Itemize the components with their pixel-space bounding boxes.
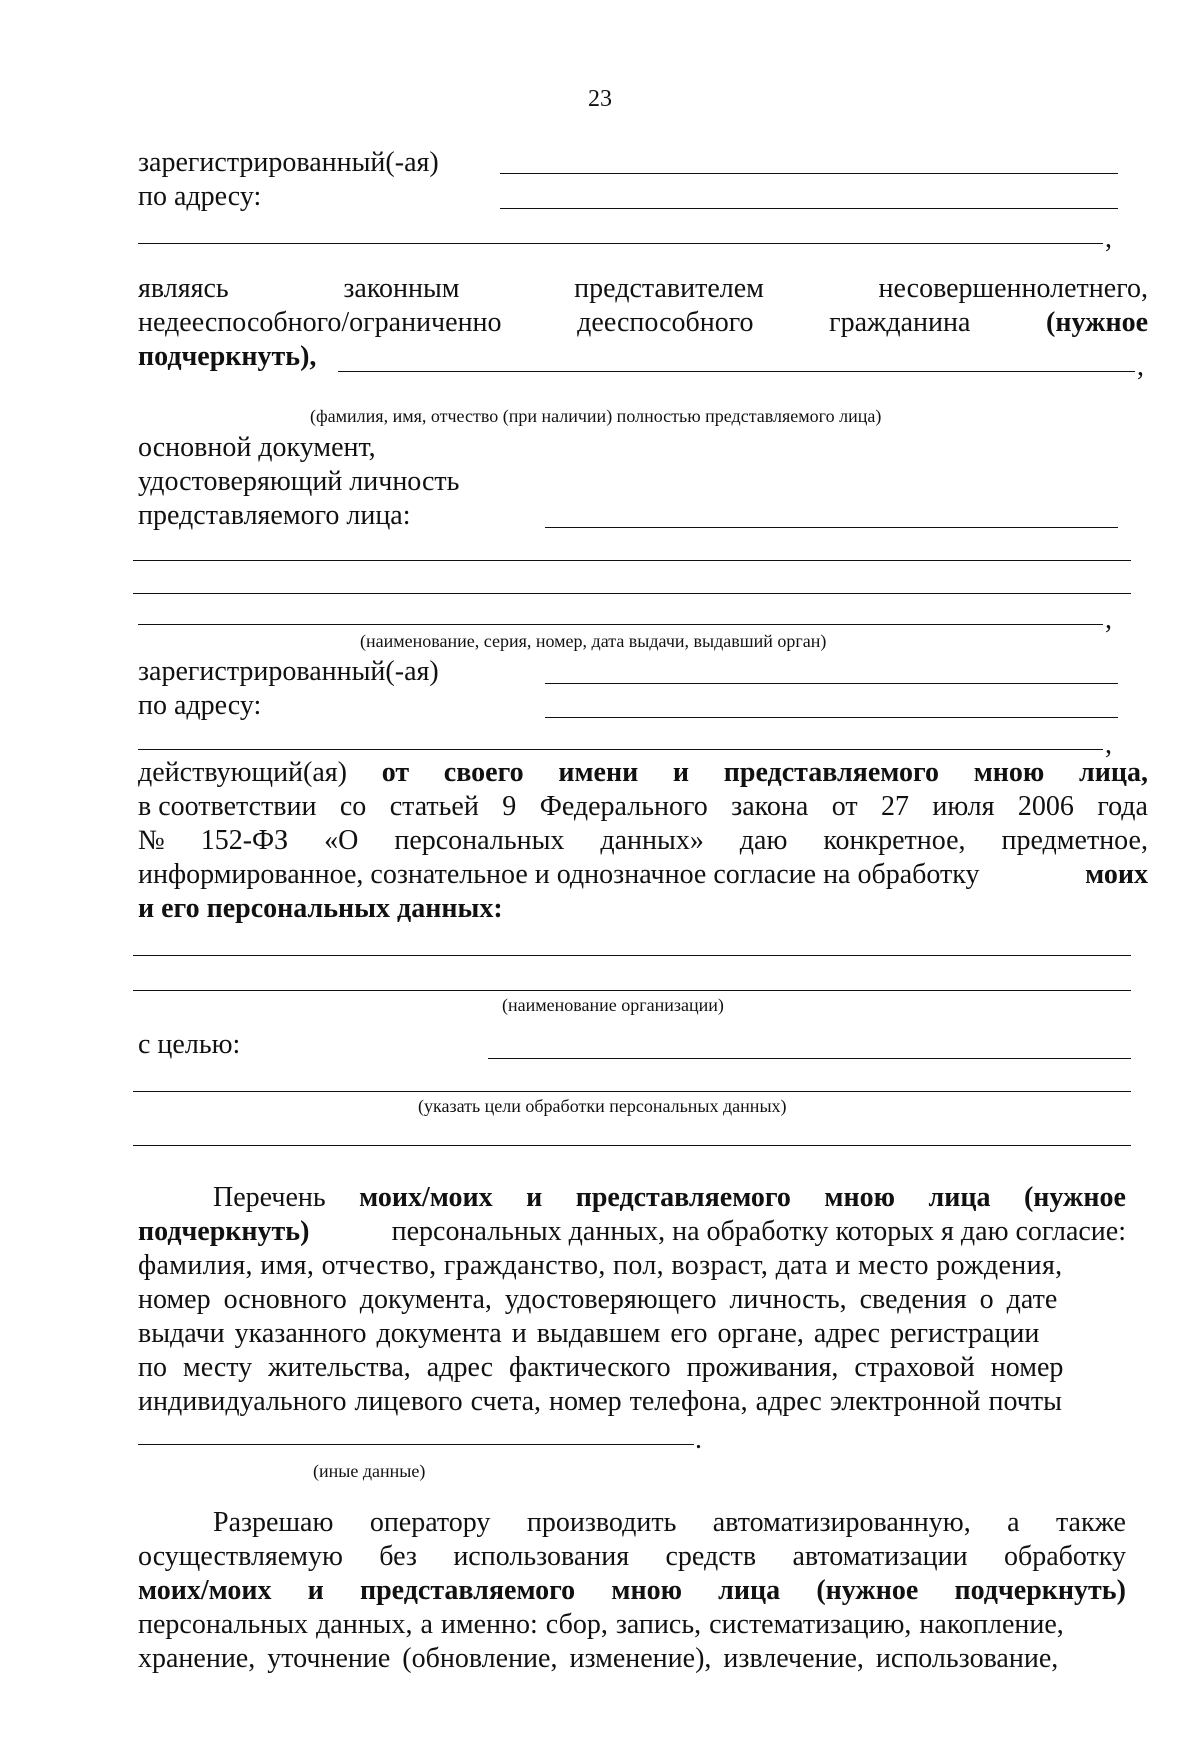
address-label-2: по адресу:	[138, 690, 262, 721]
word-bold: лица,	[1079, 757, 1148, 788]
word: 9	[502, 791, 517, 822]
word: даю	[739, 825, 788, 856]
word: Перечень	[213, 1182, 326, 1213]
word-bold: лица	[718, 1575, 781, 1606]
word-bold: лица	[928, 1182, 991, 1213]
word: персональных	[394, 825, 565, 856]
consent-line-2	[138, 790, 1148, 824]
identity-document-line-1[interactable]	[545, 527, 1118, 528]
page-number: 23	[588, 86, 612, 112]
word: года	[1097, 791, 1148, 822]
registered-label: зарегистрированный(-ая)	[138, 147, 439, 178]
word-bold: подчеркнуть)	[954, 1575, 1126, 1606]
list-line-5: выдачи указанного документа и выдавшем его органе, адрес регистрации	[138, 1318, 1040, 1349]
purpose-caption: (указать цели обработки персональных данных)	[418, 1096, 787, 1116]
list-line-3: фамилия, имя, отчество, гражданство, пол, возраст, дата и место рождения,	[138, 1250, 1063, 1281]
word: обработку	[1004, 1541, 1126, 1572]
word: автоматизации	[792, 1541, 968, 1572]
consent-line-3	[138, 824, 1148, 858]
word: средств	[665, 1541, 757, 1572]
address-label: по адресу:	[138, 181, 262, 212]
permit-line-3	[138, 1574, 1126, 1608]
word-bold: представляемого	[575, 1182, 791, 1213]
purpose-label: с целью:	[138, 1029, 241, 1060]
purpose-line-3[interactable]	[133, 1145, 1131, 1146]
list-line-7: индивидуального лицевого счета, номер телефона, адрес электронной почты	[138, 1386, 1062, 1417]
word: дееспособного	[577, 307, 754, 338]
word-bold: и	[307, 1575, 324, 1606]
word: использования	[453, 1541, 630, 1572]
word: осуществляемую	[138, 1541, 343, 1572]
other-data-caption: (иные данные)	[313, 1461, 426, 1481]
comma: ,	[1105, 223, 1112, 254]
word-bold: моих	[1085, 859, 1148, 890]
permit-line-1	[213, 1506, 1126, 1540]
organization-line-1[interactable]	[133, 955, 1131, 956]
word: являясь	[138, 273, 229, 304]
word: предметное,	[1001, 825, 1148, 856]
consent-line-4	[138, 858, 1148, 892]
comma: ,	[1137, 351, 1144, 382]
word-bold: от	[381, 757, 410, 788]
word: без	[379, 1541, 417, 1572]
other-data-line[interactable]	[138, 1444, 694, 1445]
list-line-1	[213, 1181, 1126, 1215]
word: гражданина	[829, 307, 971, 338]
comma: ,	[1105, 604, 1112, 635]
word: действующий(ая)	[138, 757, 347, 788]
permit-line-2	[138, 1540, 1126, 1574]
identity-document-line-4[interactable]	[138, 624, 1103, 625]
registered-address-line-3[interactable]	[138, 243, 1103, 244]
word: 27	[880, 791, 909, 822]
word-bold: представляемого	[723, 757, 939, 788]
text-bold: и его персональных данных:	[138, 893, 503, 924]
represented-address-line-1[interactable]	[545, 683, 1118, 684]
text: информированное, сознательное и однозначное согласие на обработку	[138, 859, 980, 890]
word: недееспособного/ограниченно	[138, 307, 502, 338]
fio-caption: (фамилия, имя, отчество (при наличии) полностью представляемого лица)	[310, 406, 882, 426]
represented-address-line-3[interactable]	[138, 749, 1103, 750]
period: .	[695, 1424, 702, 1455]
registered-address-line-2[interactable]	[500, 208, 1118, 209]
word: данных»	[600, 825, 704, 856]
underline-hint: подчеркнуть),	[138, 341, 317, 372]
word: 152-ФЗ	[200, 825, 289, 856]
word: а	[1007, 1507, 1020, 1538]
word: конкретное,	[823, 825, 966, 856]
word: представителем	[574, 273, 764, 304]
word-bold: представляемого	[359, 1575, 576, 1606]
document-caption: (наименование, серия, номер, дата выдачи, выдавший орган)	[360, 631, 827, 651]
word: №	[138, 825, 165, 856]
purpose-line-2[interactable]	[133, 1091, 1131, 1092]
word: Разрешаю	[213, 1507, 334, 1538]
identity-document-line-2[interactable]	[133, 560, 1131, 561]
word: со	[339, 791, 367, 822]
word: несовершеннолетнего,	[878, 273, 1148, 304]
word-bold: моих/моих	[138, 1575, 272, 1606]
list-line-4: номер основного документа, удостоверяющего личность, сведения о дате	[138, 1284, 1058, 1315]
word-bold: подчеркнуть)	[138, 1216, 310, 1247]
registered-address-line-1[interactable]	[500, 173, 1118, 174]
word-bold: и	[672, 757, 690, 788]
doc-line-3: представляемого лица:	[138, 500, 411, 531]
word-bold: мною	[611, 1575, 682, 1606]
word: автоматизированную,	[712, 1507, 971, 1538]
rep-paragraph-line-3	[138, 340, 316, 374]
represented-address-line-2[interactable]	[545, 717, 1118, 718]
rep-paragraph-line-2	[138, 306, 1148, 340]
word: «О	[324, 825, 359, 856]
word-bold: (нужное	[816, 1575, 919, 1606]
text: персональных данных, на обработку которых я даю согласие:	[391, 1216, 1126, 1247]
word: законным	[343, 273, 460, 304]
word: оператору	[369, 1507, 491, 1538]
list-line-6: по месту жительства, адрес фактического проживания, страховой номер	[138, 1352, 1064, 1383]
word: также	[1055, 1507, 1126, 1538]
word: производить	[526, 1507, 677, 1538]
word: статьей	[389, 791, 479, 822]
word-bold: моих/моих	[359, 1182, 493, 1213]
word: июля	[932, 791, 995, 822]
word: 2006	[1017, 791, 1074, 822]
word-bold: и	[526, 1182, 543, 1213]
comma: ,	[1105, 729, 1112, 760]
organization-line-2[interactable]	[133, 990, 1131, 991]
word: от	[831, 791, 858, 822]
word-bold: мною	[973, 757, 1045, 788]
word-bold: имени	[558, 757, 639, 788]
word-bold: (нужное	[1046, 307, 1148, 338]
permit-line-5: хранение, уточнение (обновление, изменение), извлечение, использование,	[138, 1643, 1059, 1674]
consent-line-1	[138, 756, 1148, 790]
list-line-2	[138, 1215, 1126, 1249]
rep-paragraph-line-1	[138, 272, 1148, 306]
registered-label-2: зарегистрированный(-ая)	[138, 656, 439, 687]
doc-line-2: удостоверяющий личность	[138, 466, 460, 497]
word-bold: (нужное	[1023, 1182, 1126, 1213]
word: Федерального	[539, 791, 708, 822]
represented-person-fio-line[interactable]	[338, 371, 1135, 372]
word-bold: мною	[824, 1182, 896, 1213]
identity-document-line-3[interactable]	[133, 593, 1131, 594]
permit-line-4: персональных данных, а именно: сбор, запись, систематизацию, накопление,	[138, 1609, 1064, 1640]
word: в соответствии	[138, 791, 317, 822]
organization-caption: (наименование организации)	[502, 995, 724, 1015]
word: закона	[731, 791, 809, 822]
consent-line-5	[138, 892, 503, 926]
doc-line-1: основной документ,	[138, 432, 376, 463]
word-bold: своего	[443, 757, 524, 788]
purpose-line-1[interactable]	[488, 1058, 1131, 1059]
